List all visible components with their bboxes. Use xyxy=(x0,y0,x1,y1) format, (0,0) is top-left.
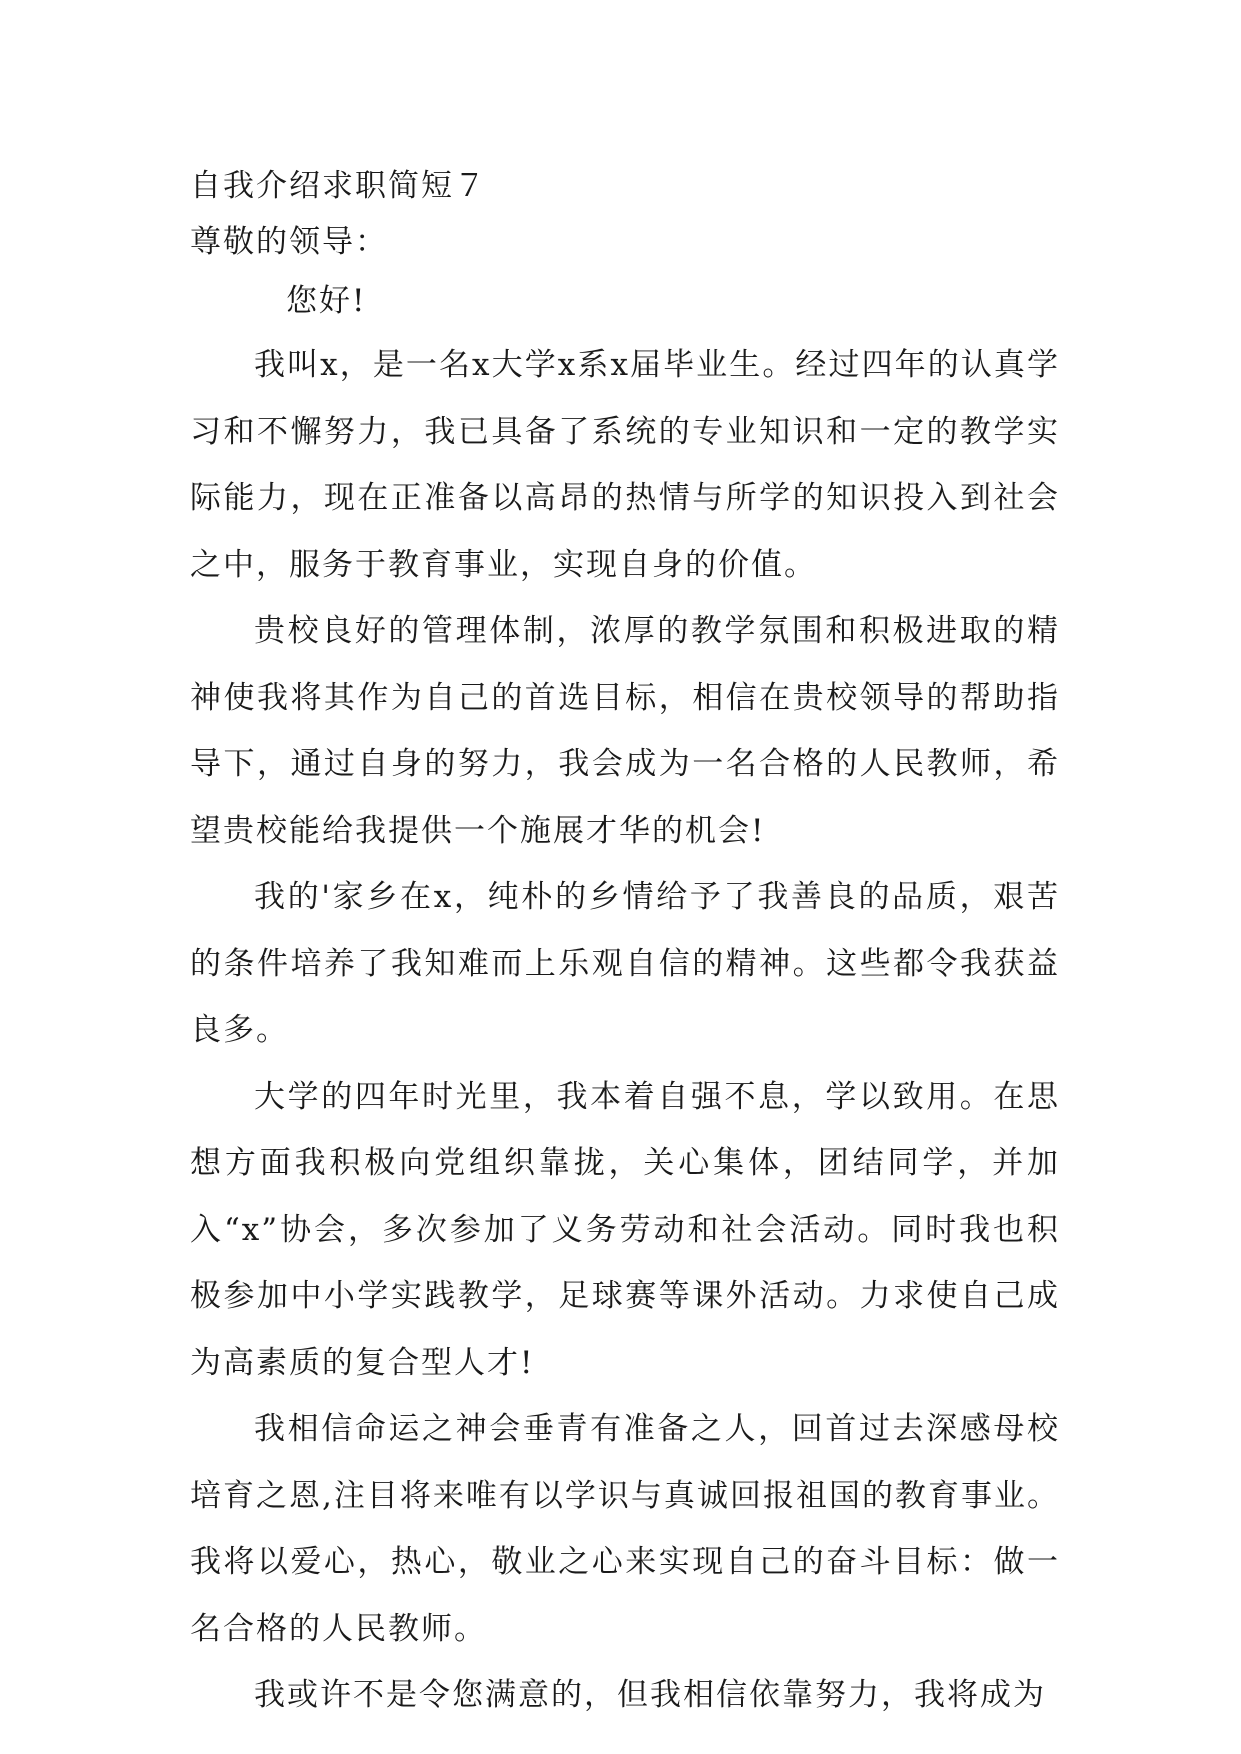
paragraph-aspiration: 我相信命运之神会垂青有准备之人，回首过去深感母校培育之恩,注目将来唯有以学识与真诚回报祖国的教育事业。我将以爱心，热心，敬业之心来实现自己的奋斗目标：做一名合格的人民教师。 xyxy=(190,1411,1060,1647)
document-body xyxy=(190,158,1060,1729)
document-title: 自我介绍求职简短７ xyxy=(190,168,487,204)
paragraph-introduction: 我叫x，是一名x大学x系x届毕业生。经过四年的认真学习和不懈努力，我已具备了系统的专业知识和一定的教学实际能力，现在正准备以高昂的热情与所学的知识投入到社会之中，服务于教育事业，实现自身的价值。 xyxy=(190,347,1060,583)
greeting: 您好! xyxy=(286,283,367,319)
salutation: 尊敬的领导： xyxy=(190,224,388,260)
paragraph-school-choice: 贵校良好的管理体制，浓厚的教学氛围和积极进取的精神使我将其作为自己的首选目标，相信在贵校领导的帮助指导下，通过自身的努力，我会成为一名合格的人民教师，希望贵校能给我提供一个施展才华的机会! xyxy=(190,613,1060,849)
paragraph-hometown: 我的'家乡在x，纯朴的乡情给予了我善良的品质，艰苦的条件培养了我知难而上乐观自信的精神。这些都令我获益良多。 xyxy=(190,879,1060,1048)
paragraph-university-life: 大学的四年时光里，我本着自强不息，学以致用。在思想方面我积极向党组织靠拢，关心集体，团结同学，并加入“x”协会，多次参加了义务劳动和社会活动。同时我也积极参加中小学实践教学，足球赛等课外活动。力求使自己成为高素质的复合型人才! xyxy=(190,1078,1060,1381)
paragraph-closing: 我或许不是令您满意的，但我相信依靠努力，我将成为 xyxy=(254,1677,1046,1713)
